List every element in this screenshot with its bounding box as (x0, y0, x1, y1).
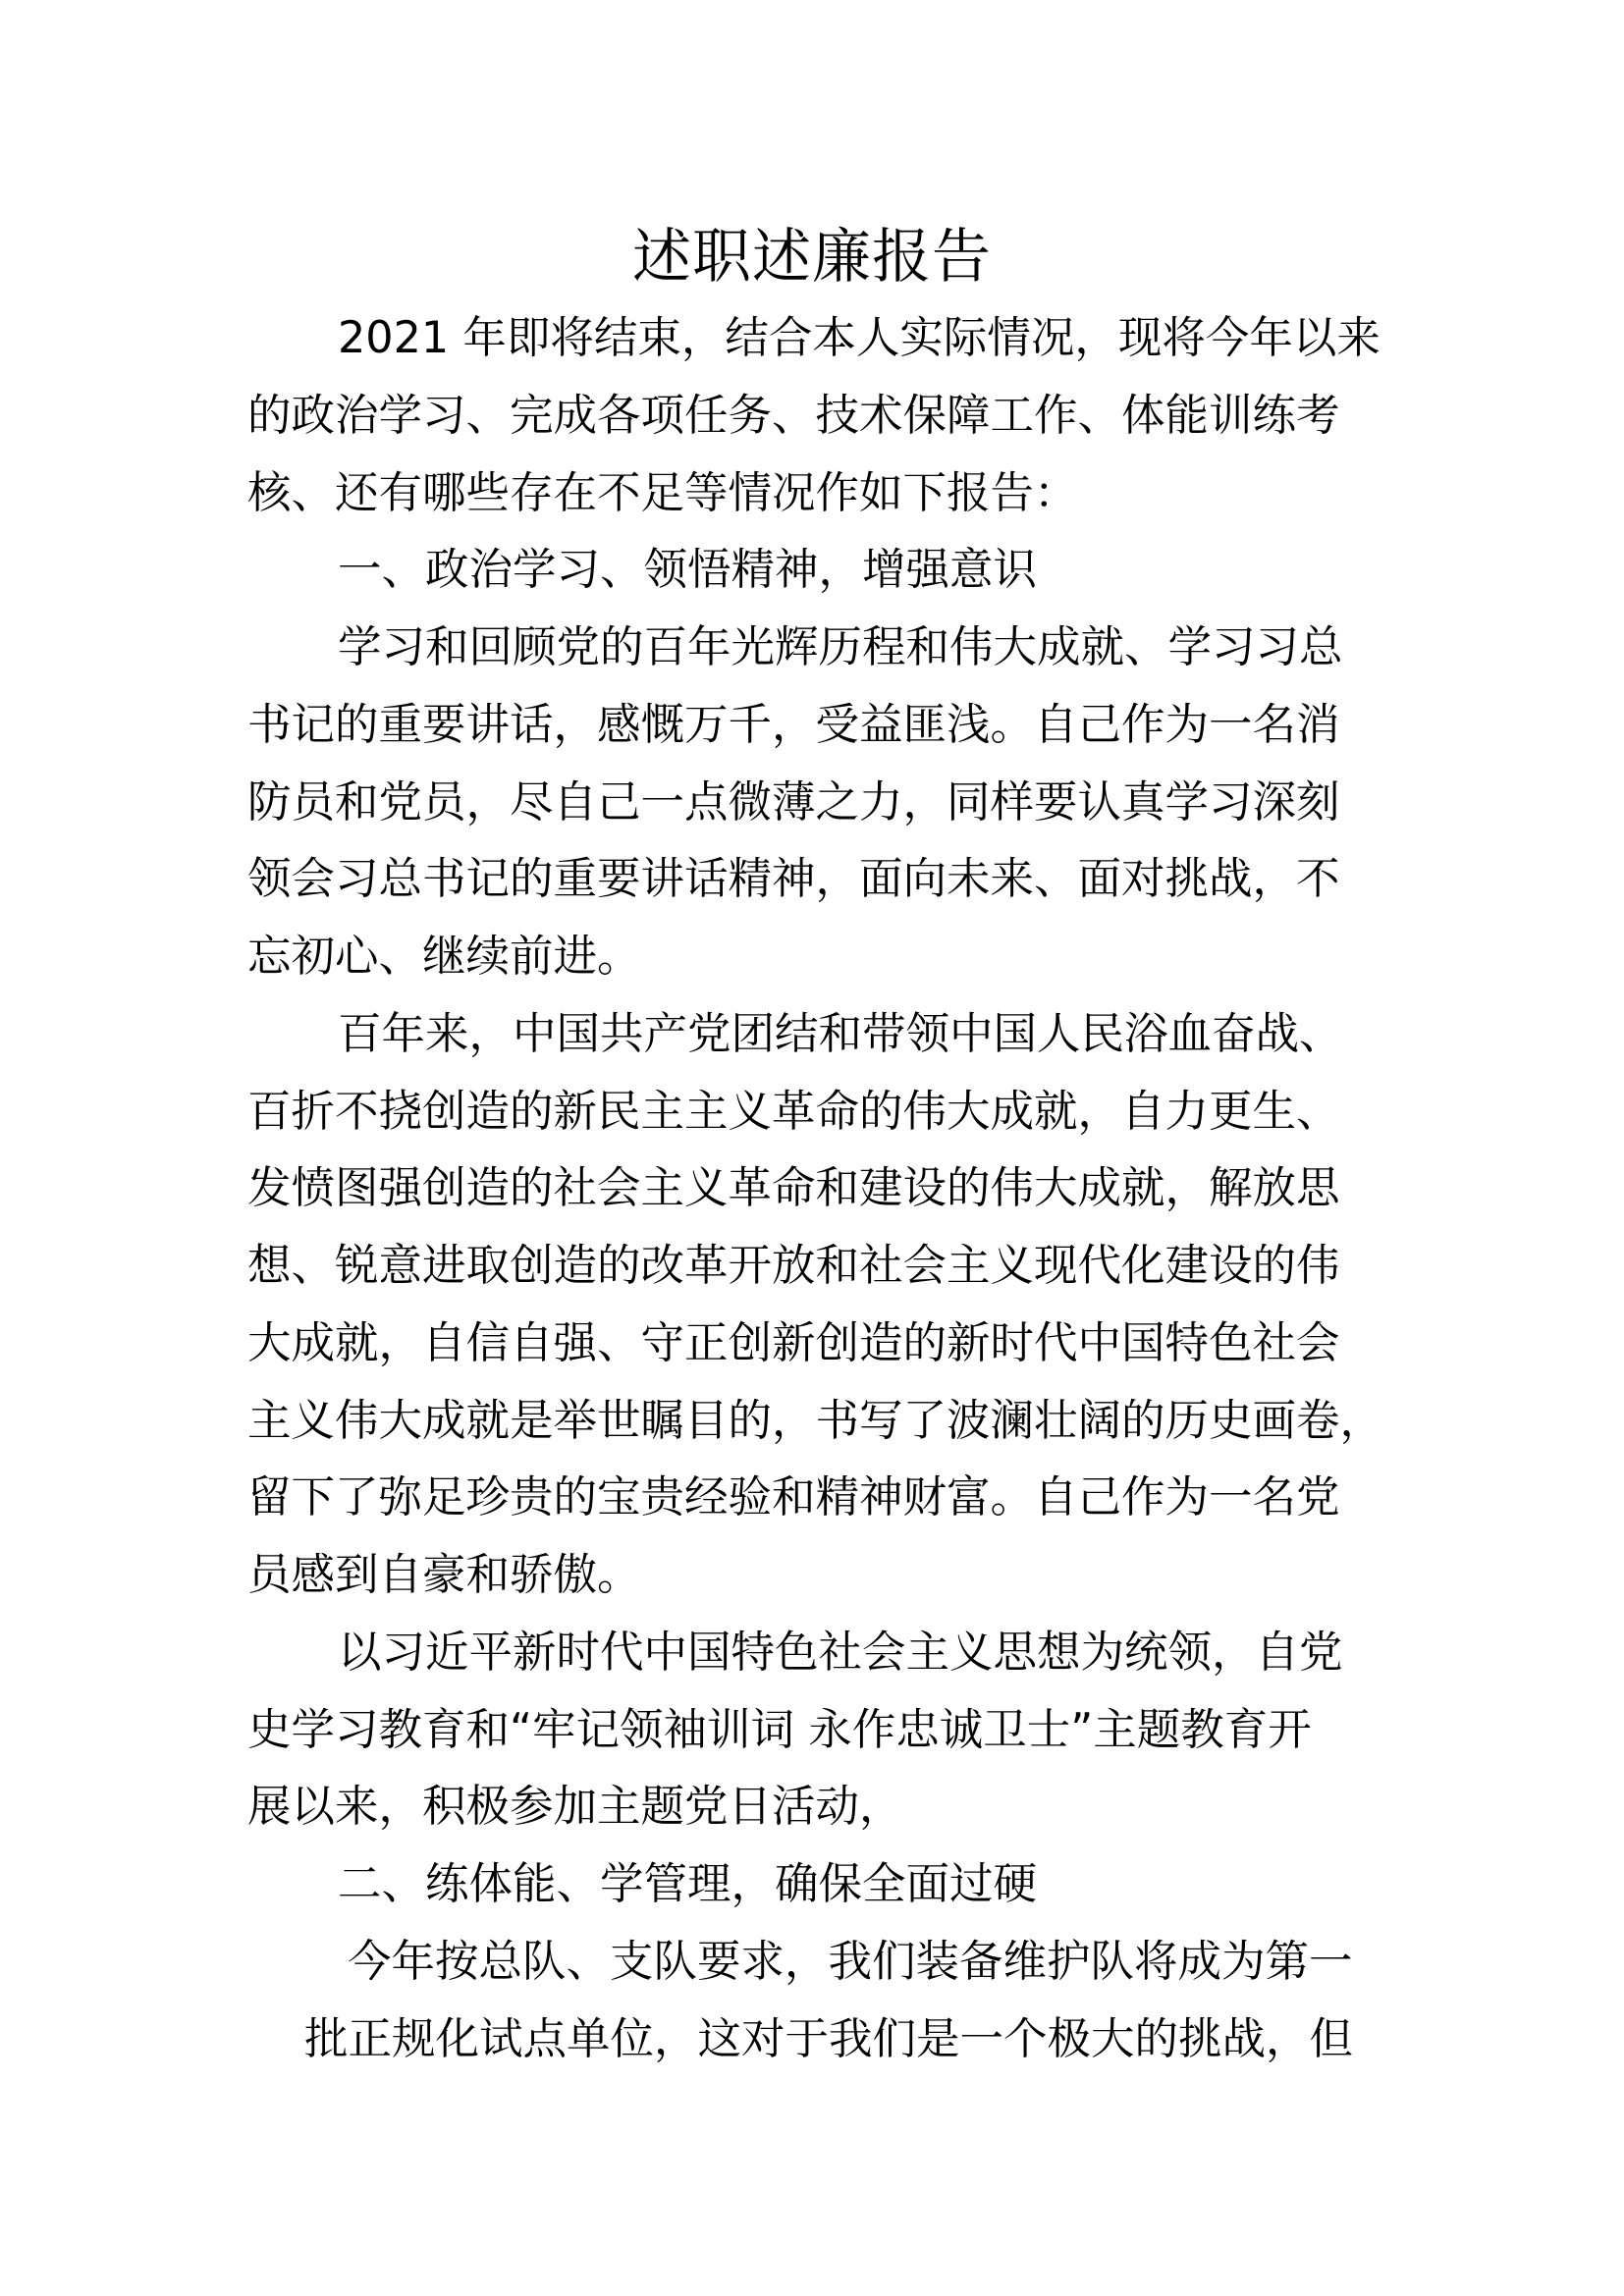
paragraph-line: 发愤图强创造的社会主义革命和建设的伟大成就，解放思 (247, 1163, 1340, 1214)
paragraph-line: 百年来，中国共产党团结和带领中国人民浴血奋战、 (338, 1008, 1343, 1059)
paragraph-line: 今年按总队、支队要求，我们装备维护队将成为第一 (348, 1936, 1353, 1987)
paragraph-line: 领会习总书记的重要讲话精神，面向未来、面对挑战，不 (247, 854, 1340, 905)
paragraph-line: 学习和回顾党的百年光辉历程和伟大成就、学习习总 (338, 622, 1343, 672)
paragraph-line: 大成就，自信自强、守正创新创造的新时代中国特色社会 (247, 1317, 1340, 1368)
document-body (247, 300, 1426, 2078)
paragraph-line: 的政治学习、完成各项任务、技术保障工作、体能训练考 (247, 390, 1340, 441)
paragraph-line: 展以来，积极参加主题党日活动， (247, 1782, 903, 1833)
paragraph-line: 百折不挠创造的新民主主义革命的伟大成就，自力更生、 (247, 1086, 1340, 1137)
paragraph-line: 书记的重要讲话，感慨万千，受益匪浅。自己作为一名消 (247, 699, 1340, 750)
paragraph-line: 史学习教育和“牢记领袖训词 永作忠诚卫士”主题教育开 (247, 1704, 1312, 1755)
paragraph-line: 留下了弥足珍贵的宝贵经验和精神财富。自己作为一名党 (247, 1472, 1340, 1523)
document-title: 述职述廉报告 (632, 223, 992, 292)
paragraph-line: 防员和党员，尽自己一点微薄之力，同样要认真学习深刻 (247, 776, 1340, 828)
paragraph-line: 想、锐意进取创造的改革开放和社会主义现代化建设的伟 (247, 1241, 1340, 1291)
paragraph-line: 以习近平新时代中国特色社会主义思想为统领，自党 (338, 1627, 1343, 1678)
paragraph-line: 批正规化试点单位，这对于我们是一个极大的挑战，但 (304, 2013, 1354, 2064)
paragraph-line: 主义伟大成就是举世瞩目的，书写了波澜壮阔的历史画卷， (247, 1395, 1384, 1446)
paragraph-line: 2021 年即将结束，结合本人实际情况，现将今年以来 (338, 313, 1380, 363)
paragraph-line: 忘初心、继续前进。 (247, 932, 641, 982)
section-heading-1: 一、政治学习、领悟精神，增强意识 (338, 545, 1038, 596)
paragraph-line: 员感到自豪和骄傲。 (247, 1550, 641, 1600)
section-heading-2: 二、练体能、学管理，确保全面过硬 (338, 1859, 1038, 1909)
paragraph-line: 核、还有哪些存在不足等情况作如下报告： (247, 467, 1078, 518)
